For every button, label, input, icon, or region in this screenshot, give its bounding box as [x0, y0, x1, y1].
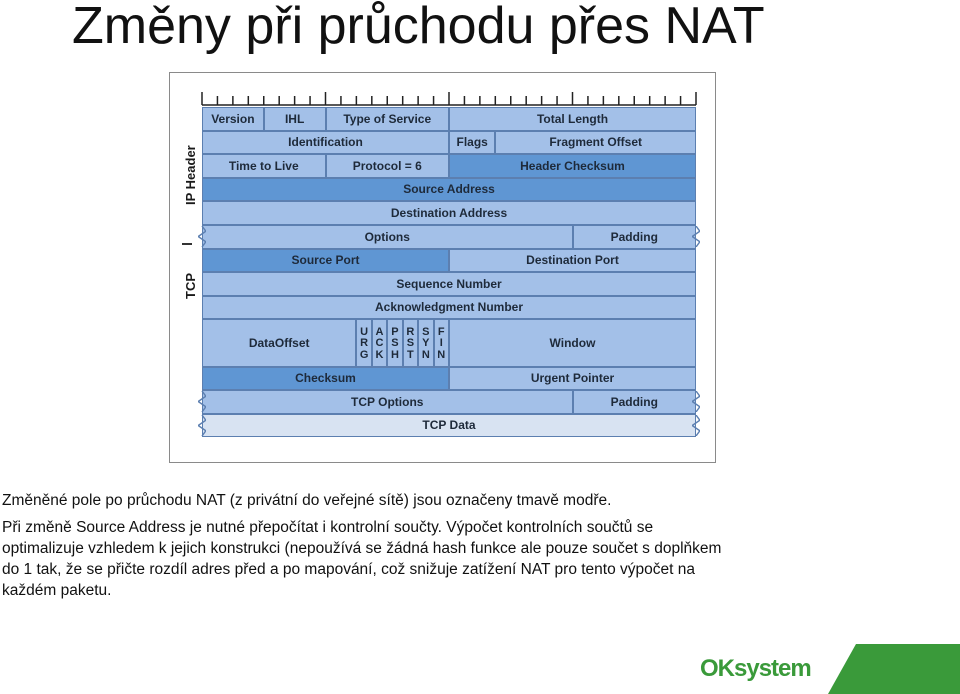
total-length-field: Total Length: [449, 107, 696, 131]
tcp-flag-letter: P: [391, 325, 399, 338]
logo-slab-icon: [828, 644, 960, 694]
tcp-options-field: TCP Options: [202, 390, 573, 414]
caption-line-4: do 1 tak, že se přičte rozdíl adres před a po mapování, což snižuje zatížení NAT pro tento výpočet na: [2, 561, 695, 578]
row-break-mark: [198, 391, 206, 412]
protocol-field: Protocol = 6: [326, 154, 450, 178]
tcp-padding-field: Padding: [573, 390, 697, 414]
tos-field: Type of Service: [326, 107, 450, 131]
row-break-mark: [692, 391, 700, 412]
options-field: Options: [202, 225, 573, 249]
tcp-flag-letter: R: [360, 337, 369, 350]
header-checksum-field: Header Checksum: [449, 154, 696, 178]
tcp-label: TCP: [183, 273, 198, 299]
tcp-flag-letter: T: [407, 348, 414, 361]
oksystem-logo: OKsystem: [700, 655, 811, 682]
tcp-flag-psh: [387, 319, 402, 366]
data-offset-field: [202, 319, 356, 366]
tcp-flag-syn: [418, 319, 433, 366]
tcp-flag-letter: G: [359, 348, 369, 361]
tcp-flag-letter: S: [422, 325, 430, 338]
tcp-flag-rst: [403, 319, 418, 366]
page-title: Změny při průchodu přes NAT: [72, 0, 765, 55]
window-field: Window: [449, 319, 696, 366]
tcp-flag-urg: [356, 319, 371, 366]
destination-port-field: Destination Port: [449, 249, 696, 273]
identification-field: Identification: [202, 131, 449, 155]
padding-field: Padding: [573, 225, 697, 249]
caption-line-2: Při změně Source Address je nutné přepočítat i kontrolní součty. Výpočet kontrolních součtů se: [2, 519, 654, 536]
sequence-number-field: Sequence Number: [202, 272, 696, 296]
ip-header-label: IP Header: [183, 145, 198, 205]
tcp-flag-letter: U: [360, 325, 369, 338]
section-divider: [182, 243, 192, 245]
source-address-field: Source Address: [202, 178, 696, 202]
ihl-field: IHL: [264, 107, 326, 131]
version-field: Version: [202, 107, 264, 131]
tcp-flag-letter: N: [437, 348, 446, 361]
tcp-flag-letter: H: [390, 348, 399, 361]
caption-line-1: Změněné pole po průchodu NAT (z privátní do veřejné sítě) jsou označeny tmavě modře.: [2, 492, 612, 509]
caption-line-5: každém paketu.: [2, 582, 112, 599]
tcp-flag-letter: R: [406, 325, 415, 338]
urgent-pointer-field: Urgent Pointer: [449, 367, 696, 391]
tcp-flag-letter: K: [375, 348, 384, 361]
fragment-offset-field: Fragment Offset: [495, 131, 696, 155]
row-break-mark: [692, 226, 700, 247]
tcp-flag-letter: S: [406, 337, 415, 350]
tcp-flag-letter: F: [437, 325, 445, 338]
tcp-flag-letter: C: [375, 337, 384, 350]
tcp-flag-letter: N: [421, 348, 430, 361]
tcp-flag-letter: S: [391, 337, 399, 350]
tcp-flag-letter: I: [439, 337, 443, 350]
tcp-data-field: TCP Data: [202, 414, 696, 438]
destination-address-field: Destination Address: [202, 201, 696, 225]
row-break-mark: [198, 226, 206, 247]
tcp-flag-ack: [372, 319, 387, 366]
tcp-flag-fin: [434, 319, 449, 366]
packet-diagram: [169, 72, 716, 463]
row-break-mark: [198, 415, 206, 436]
data-offset-label-1: Data: [248, 335, 275, 350]
checksum-field: Checksum: [202, 367, 449, 391]
flags-field: Flags: [449, 131, 495, 155]
ttl-field: Time to Live: [202, 154, 326, 178]
tcp-flag-letter: A: [375, 325, 384, 338]
ack-number-field: Acknowledgment Number: [202, 296, 696, 320]
tcp-flag-letter: Y: [422, 337, 430, 350]
caption-line-3: optimalizuje vzhledem k jejich konstrukci (nepoužívá se žádná hash funkce ale pouze součet s doplňkem: [2, 540, 722, 557]
data-offset-label-2: Offset: [274, 335, 310, 350]
source-port-field: Source Port: [202, 249, 449, 273]
row-break-mark: [692, 415, 700, 436]
